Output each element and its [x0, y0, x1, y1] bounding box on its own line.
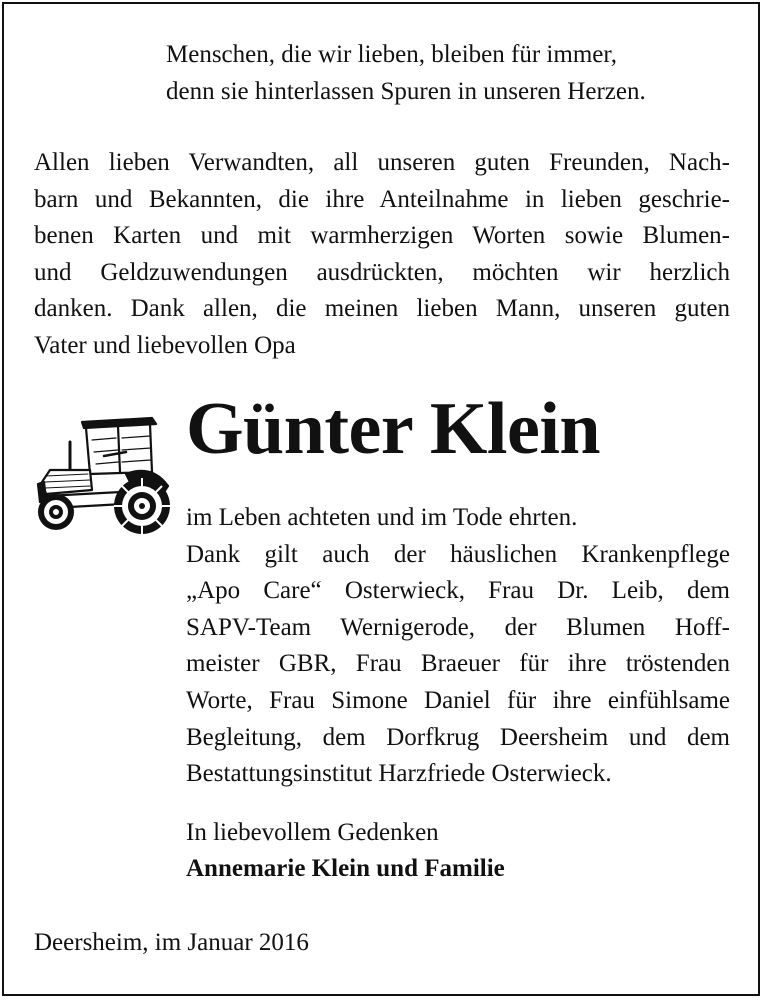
closing-phrase: In liebevollem Gedenken — [186, 819, 439, 846]
intro-line: benen Karten und mit warmherzigen Worten sowie Blumen- — [34, 222, 730, 250]
body-line: Dank gilt auch der häuslichen Krankenpflege — [186, 540, 730, 568]
body-line: „Apo Care“ Osterwieck, Frau Dr. Leib, dem — [186, 577, 730, 605]
quote-line: denn sie hinterlassen Spuren in unseren Herzen. — [166, 78, 646, 105]
intro-line: Vater und liebevollen Opa — [34, 331, 296, 359]
intro-line: Allen lieben Verwandten, all unseren guten Freunden, Nach- — [34, 149, 730, 176]
body-line: SAPV-Team Wernigerode, der Blumen Hoff- — [186, 613, 730, 641]
tractor-icon — [30, 412, 174, 536]
signature: Annemarie Klein und Familie — [186, 855, 505, 882]
intro-line: danken. Dank allen, die meinen lieben Mann, unseren guten — [34, 295, 730, 323]
body-line: Bestattungsinstitut Harzfriede Osterwieck. — [186, 760, 612, 788]
opening-quote — [166, 36, 726, 110]
intro-line: und Geldzuwendungen ausdrückten, möchten wir herzlich — [34, 258, 730, 286]
body-line: im Leben achteten und im Tode ehrten. — [186, 504, 578, 531]
thanks-body-paragraph — [186, 500, 730, 793]
thanks-intro-paragraph — [34, 145, 730, 365]
body-line: Worte, Frau Simone Daniel für ihre einfühlsame — [186, 686, 730, 714]
place-date: Deersheim, im Januar 2016 — [34, 929, 309, 956]
body-line: Begleitung, dem Dorfkrug Deersheim und dem — [186, 723, 730, 751]
body-line: meister GBR, Frau Braeuer für ihre tröstenden — [186, 650, 730, 678]
intro-line: barn und Bekannten, die ihre Anteilnahme in lieben geschrie- — [34, 185, 730, 213]
closing-block — [186, 815, 505, 887]
deceased-name: Günter Klein — [186, 388, 601, 470]
quote-line: Menschen, die wir lieben, bleiben für immer, — [166, 41, 617, 68]
